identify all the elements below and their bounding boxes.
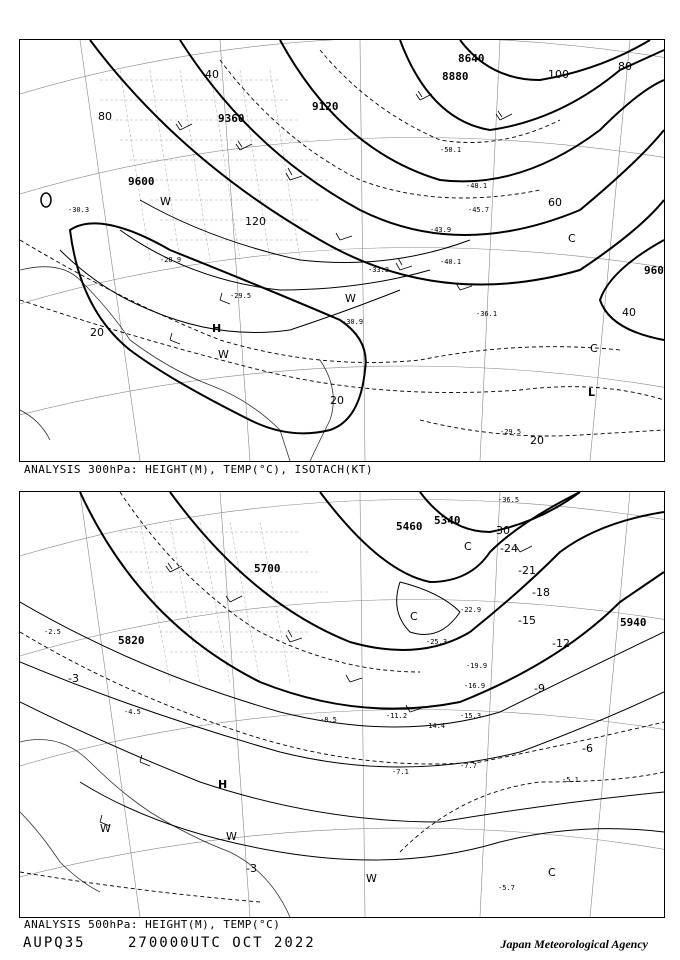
temp-label: -4.5 — [124, 708, 141, 716]
cold-center: C — [568, 232, 576, 245]
valid-time: 270000UTC OCT 2022 — [128, 935, 316, 951]
temp-label: -48.1 — [466, 182, 488, 190]
warm-center: W — [345, 292, 356, 305]
temp-label: -7.7 — [460, 762, 477, 770]
cold-center: C — [464, 540, 472, 553]
isotherm-label: -21 — [518, 564, 536, 577]
temp-label: -40.1 — [440, 258, 462, 266]
height-label: 960 — [644, 264, 664, 277]
temp-label: -16.9 — [464, 682, 486, 690]
temp-label: -5.7 — [498, 884, 515, 892]
temp-label: -36.5 — [498, 496, 520, 504]
height-label: 9120 — [312, 100, 339, 113]
isotach-label: 100 — [548, 68, 569, 81]
temp-label: -15.3 — [460, 712, 482, 720]
height-contours — [90, 40, 664, 340]
temp-label: -22.9 — [460, 606, 482, 614]
temp-label: -7.1 — [392, 768, 409, 776]
agency-name: Japan Meteorological Agency — [500, 937, 648, 951]
cold-center: C — [548, 866, 556, 879]
temp-label: -50.1 — [440, 146, 462, 154]
map-300hpa — [20, 40, 664, 461]
warm-center: W — [160, 195, 171, 208]
height-label: 9360 — [218, 112, 245, 125]
isotherm-label: -3 — [246, 862, 257, 875]
temp-label: -36.1 — [476, 310, 498, 318]
closed-contour-marker — [41, 193, 51, 207]
temp-label: -29.5 — [230, 292, 252, 300]
temp-label: -43.9 — [430, 226, 452, 234]
analysis-300hpa-panel — [19, 39, 665, 462]
temp-label: -19.9 — [466, 662, 488, 670]
temp-label: -30.9 — [342, 318, 364, 326]
cold-center: C — [410, 610, 418, 623]
warm-center: W — [218, 348, 229, 361]
height-label: 5820 — [118, 634, 145, 647]
analysis-500hpa-panel — [19, 491, 665, 918]
upper-panel-caption: ANALYSIS 300hPa: HEIGHT(M), TEMP(°C), ISOTACH(KT) — [24, 463, 374, 476]
isotherm-label: -18 — [532, 586, 550, 599]
dashed-isolines — [20, 492, 664, 902]
isotach-label: 20 — [90, 326, 104, 339]
temp-label: -2.5 — [44, 628, 61, 636]
isotach-label: 40 — [622, 306, 636, 319]
isotherm-label: -9 — [534, 682, 545, 695]
isotherm-label: -3 — [68, 672, 79, 685]
temp-label: -11.2 — [386, 712, 408, 720]
wind-barbs — [170, 91, 512, 344]
map-500hpa — [20, 492, 664, 917]
high-center: H — [212, 322, 222, 335]
temp-label: -30.3 — [68, 206, 90, 214]
chart-identifier: AUPQ35 — [23, 935, 86, 951]
isotach-label: 60 — [548, 196, 562, 209]
isotach-label: 20 — [330, 394, 344, 407]
temp-label: -5.1 — [562, 776, 579, 784]
height-label: 5940 — [620, 616, 647, 629]
cold-center: C — [590, 342, 598, 355]
temp-label: -8.5 — [320, 716, 337, 724]
isotherm-label: -30 — [492, 524, 510, 537]
isotherm-label: -6 — [582, 742, 593, 755]
isotach-label: 80 — [98, 110, 112, 123]
low-center: L — [588, 386, 596, 399]
height-label: 5700 — [254, 562, 281, 575]
height-label: 9600 — [128, 175, 155, 188]
isotach-label: 40 — [205, 68, 219, 81]
temp-label: -14.4 — [424, 722, 446, 730]
height-label: 5340 — [434, 514, 461, 527]
isotach-label: 20 — [530, 434, 544, 447]
height-label: 5460 — [396, 520, 423, 533]
isotach-label: 80 — [618, 60, 632, 73]
temp-label: -45.7 — [468, 206, 490, 214]
temp-label: -29.5 — [500, 428, 522, 436]
isotherm-lines — [20, 582, 664, 860]
isotherm-label: -24 — [500, 542, 518, 555]
temp-label: -25.3 — [426, 638, 448, 646]
high-center: H — [218, 778, 228, 791]
temp-label: -28.9 — [160, 256, 182, 264]
isotherm-label: -12 — [552, 637, 570, 650]
isotach-label: 120 — [245, 215, 266, 228]
height-label: 8640 — [458, 52, 485, 65]
warm-center: W — [226, 830, 237, 843]
warm-center: W — [366, 872, 377, 885]
lower-panel-caption: ANALYSIS 500hPa: HEIGHT(M), TEMP(°C) — [24, 918, 281, 931]
temp-label: -33.3 — [368, 266, 390, 274]
isotherm-label: -15 — [518, 614, 536, 627]
coastline — [20, 740, 290, 918]
warm-center: W — [100, 822, 111, 835]
height-label: 8880 — [442, 70, 469, 83]
